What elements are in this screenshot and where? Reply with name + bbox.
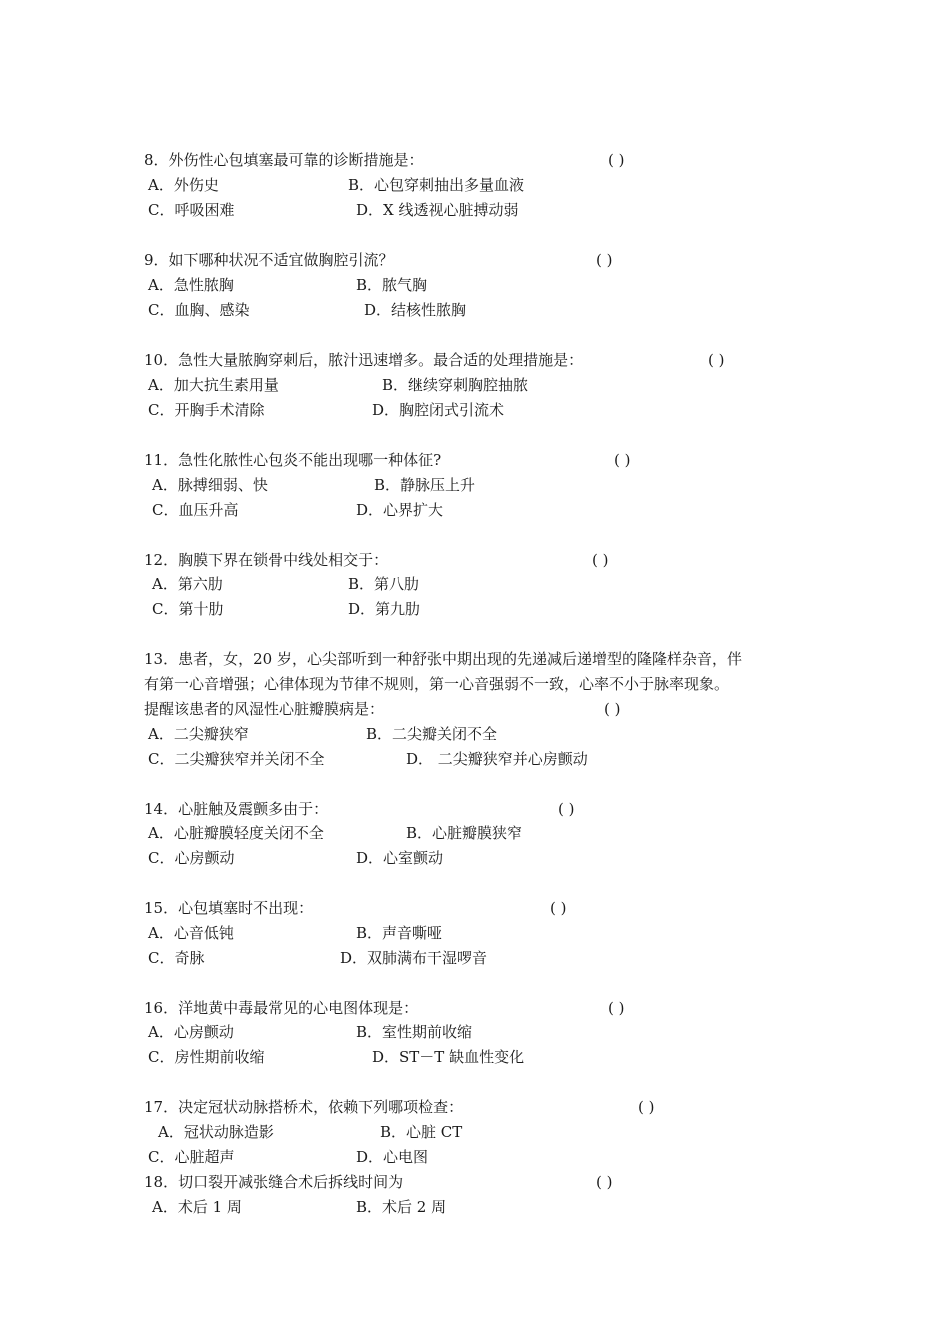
option-11a: A．脉搏细弱、快 — [152, 476, 268, 494]
option-12c: C．第十肋 — [152, 600, 224, 618]
option-16b: B．室性期前收缩 — [356, 1023, 473, 1041]
option-11c: C．血压升高 — [152, 501, 239, 519]
question-15-stem: 15．心包填塞时不出现： — [144, 899, 314, 917]
option-9b: B．脓气胸 — [356, 276, 428, 294]
option-17d: D．心电图 — [356, 1148, 429, 1166]
answer-bracket-18: ( ) — [596, 1173, 613, 1191]
option-15b: B．声音嘶哑 — [356, 924, 443, 942]
question-9-stem: 9．如下哪种状况不适宜做胸腔引流？ — [144, 251, 394, 269]
option-13d: D． 二尖瓣狭窄并心房颤动 — [406, 750, 588, 768]
answer-bracket-16: ( ) — [608, 999, 625, 1017]
option-17b: B．心脏 CT — [380, 1123, 463, 1141]
answer-bracket-15: ( ) — [550, 899, 567, 917]
question-11-stem: 11．急性化脓性心包炎不能出现哪一种体征? — [144, 451, 442, 469]
option-10a: A．加大抗生素用量 — [148, 376, 279, 394]
option-13c: C．二尖瓣狭窄并关闭不全 — [148, 750, 325, 768]
option-9d: D．结核性脓胸 — [364, 301, 467, 319]
question-13-stem-line-2: 有第一心音增强；心律体现为节律不规则，第一心音强弱不一致，心率不小于脉率现象。 — [144, 675, 730, 693]
question-8-stem: 8．外伤性心包填塞最可靠的诊断措施是： — [144, 151, 424, 169]
question-18-stem: 18．切口裂开减张缝合术后拆线时间为 — [144, 1173, 404, 1191]
answer-bracket-10: ( ) — [708, 351, 725, 369]
option-9c: C．血胸、感染 — [148, 301, 250, 319]
option-12a: A．第六肋 — [152, 575, 223, 593]
question-13-stem-line-3: 提醒该患者的风湿性心脏瓣膜病是： — [144, 700, 385, 718]
option-15a: A．心音低钝 — [148, 924, 234, 942]
question-17-stem: 17．决定冠状动脉搭桥术，依赖下列哪项检查： — [144, 1098, 464, 1116]
option-15c: C．奇脉 — [148, 949, 205, 967]
option-11d: D．心界扩大 — [356, 501, 444, 519]
option-13a: A．二尖瓣狭窄 — [148, 725, 249, 743]
option-18b: B．术后 2 周 — [356, 1198, 447, 1216]
answer-bracket-12: ( ) — [592, 551, 609, 569]
answer-bracket-8: ( ) — [608, 151, 625, 169]
question-14-stem: 14．心脏触及震颤多由于： — [144, 800, 329, 818]
question-16-stem: 16．洋地黄中毒最常见的心电图体现是： — [144, 999, 419, 1017]
option-16a: A．心房颤动 — [148, 1023, 234, 1041]
option-10c: C．开胸手术清除 — [148, 401, 265, 419]
option-8d: D．X 线透视心脏搏动弱 — [356, 201, 519, 219]
option-9a: A．急性脓胸 — [148, 276, 234, 294]
option-11b: B．静脉压上升 — [374, 476, 476, 494]
option-8c: C．呼吸困难 — [148, 201, 235, 219]
question-10-stem: 10．急性大量脓胸穿刺后，脓汁迅速增多。最合适的处理措施是： — [144, 351, 584, 369]
answer-bracket-17: ( ) — [638, 1098, 655, 1116]
option-14c: C．心房颤动 — [148, 849, 235, 867]
option-8a: A．外伤史 — [148, 176, 219, 194]
option-14b: B．心脏瓣膜狭窄 — [406, 824, 523, 842]
answer-bracket-11: ( ) — [614, 451, 631, 469]
question-13-stem-line-1: 13．患者，女，20 岁，心尖部听到一种舒张中期出现的先递减后递增型的隆隆样杂音，伴 — [144, 650, 742, 668]
option-12d: D．第九肋 — [348, 600, 421, 618]
option-16c: C．房性期前收缩 — [148, 1048, 265, 1066]
answer-bracket-9: ( ) — [596, 251, 613, 269]
option-17a: A．冠状动脉造影 — [158, 1123, 274, 1141]
option-16d: D．ST－T 缺血性变化 — [372, 1048, 525, 1066]
answer-bracket-14: ( ) — [558, 800, 575, 818]
option-14d: D．心室颤动 — [356, 849, 444, 867]
option-15d: D．双肺满布干湿啰音 — [340, 949, 488, 967]
question-12-stem: 12．胸膜下界在锁骨中线处相交于： — [144, 551, 389, 569]
option-13b: B．二尖瓣关闭不全 — [366, 725, 498, 743]
answer-bracket-13: ( ) — [604, 700, 621, 718]
option-12b: B．第八肋 — [348, 575, 420, 593]
option-18a: A．术后 1 周 — [152, 1198, 242, 1216]
option-10d: D．胸腔闭式引流术 — [372, 401, 505, 419]
option-8b: B．心包穿刺抽出多量血液 — [348, 176, 525, 194]
option-17c: C．心脏超声 — [148, 1148, 235, 1166]
option-10b: B．继续穿刺胸腔抽脓 — [382, 376, 529, 394]
option-14a: A．心脏瓣膜轻度关闭不全 — [148, 824, 324, 842]
